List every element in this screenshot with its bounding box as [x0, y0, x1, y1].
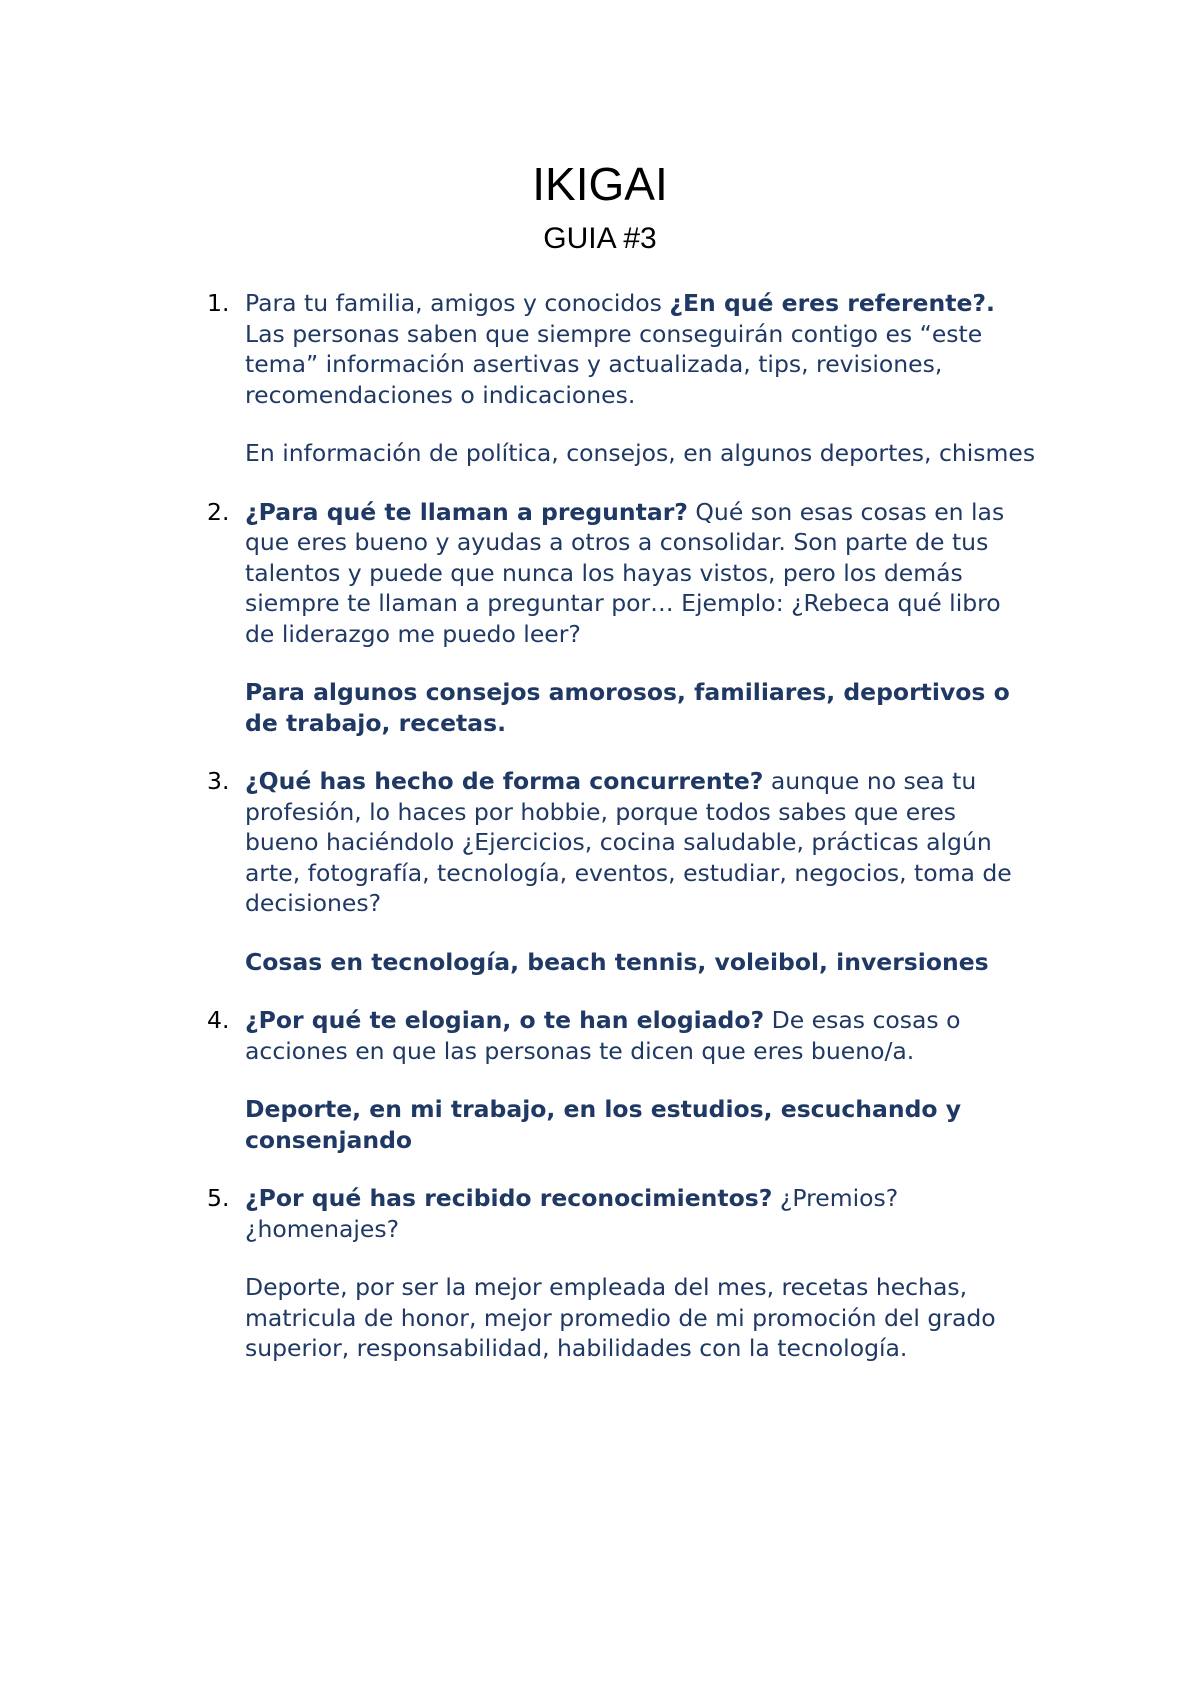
question-text: [245, 1183, 1037, 1244]
question-item-5: [207, 1183, 1037, 1364]
question-post: aunque no sea tu profesión, lo haces por hobbie, porque todos sabes que eres bueno haciéndolo ¿Ejercicios, cocina saludable, prácticas algún arte, fotografía, tecnología, eventos, estudiar, negocios, toma de decisiones?: [245, 767, 1012, 917]
question-bold: ¿Por qué te elogian, o te han elogiado?: [245, 1006, 765, 1034]
item-number: 4.: [207, 1006, 230, 1034]
question-item-2: [207, 497, 1037, 739]
question-post: Las personas saben que siempre conseguirán contigo es “este tema” información asertivas y actualizada, tips, revisiones, recomendaciones o indicaciones.: [245, 319, 983, 409]
question-item-3: [207, 766, 1037, 977]
question-post: ¿Premios? ¿homenajes?: [245, 1184, 899, 1243]
question-bold: ¿Por qué has recibido reconocimientos?: [245, 1184, 773, 1212]
question-bold: ¿Qué has hecho de forma concurrente?: [245, 767, 764, 795]
answer-text: Para algunos consejos amorosos, familiares, deportivos o de trabajo, recetas.: [245, 678, 1010, 737]
item-number: 2.: [207, 497, 230, 526]
question-bold: ¿Para qué te llaman a preguntar?: [245, 497, 688, 526]
question-post: Qué son esas cosas en las que eres bueno y ayudas a otros a consolidar. Son parte de tus talentos y puede que nunca los hayas vistos, pero los demás siempre te llaman a preguntar por… Ejemplo: ¿Rebeca qué libro de liderazgo me puedo leer?: [245, 497, 1005, 648]
question-text: [245, 288, 1037, 410]
item-number: 3.: [207, 767, 230, 795]
question-post: De esas cosas o acciones en que las personas te dicen que eres bueno/a.: [245, 1006, 961, 1065]
question-item-1: [207, 288, 1037, 469]
document-subtitle: GUIA #3: [543, 222, 657, 255]
answer-text: Deporte, por ser la mejor empleada del mes, recetas hechas, matricula de honor, mejor promedio de mi promoción del grado superior, responsabilidad, habilidades con la tecnología.: [245, 1273, 996, 1362]
question-list: [207, 288, 1037, 1392]
item-number: 1.: [207, 289, 230, 317]
answer-text: En información de política, consejos, en algunos deportes, chismes: [245, 439, 1036, 467]
question-text: [245, 1005, 1037, 1066]
question-item-4: [207, 1005, 1037, 1155]
answer-text: Deporte, en mi trabajo, en los estudios, escuchando y consenjando: [245, 1095, 962, 1154]
question-text: [245, 766, 1037, 919]
answer-text: Cosas en tecnología, beach tennis, voleibol, inversiones: [245, 947, 989, 976]
question-pre: Para tu familia, amigos y conocidos: [245, 289, 670, 317]
document-title: IKIGAI: [532, 158, 668, 210]
item-number: 5.: [207, 1184, 230, 1212]
question-bold: ¿En qué eres referente?.: [669, 289, 995, 317]
question-text: [245, 497, 1037, 650]
